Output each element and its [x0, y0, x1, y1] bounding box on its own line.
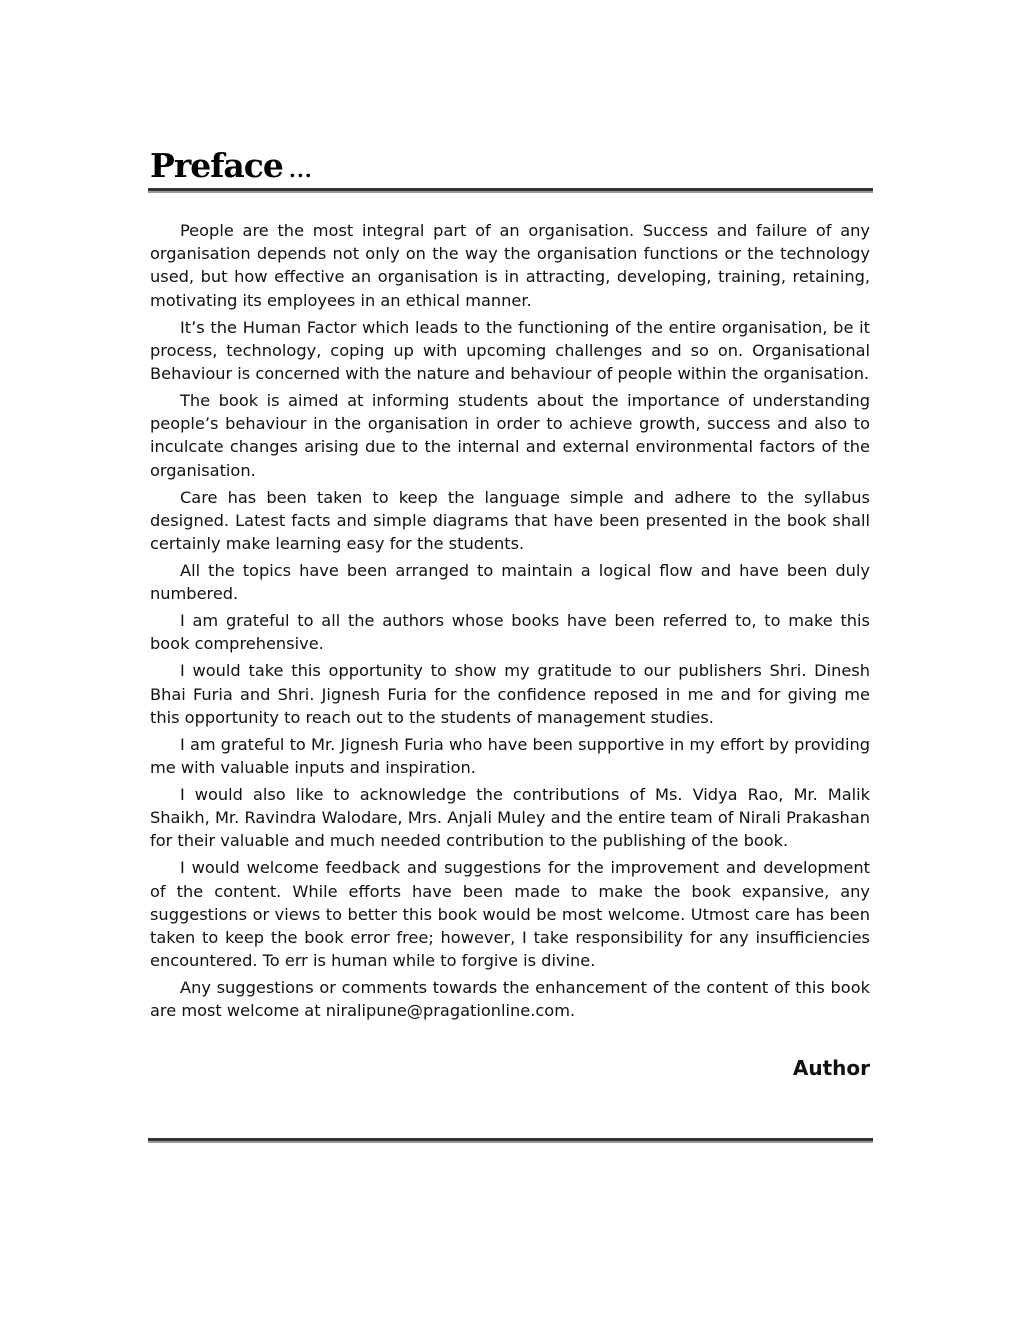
paragraph: People are the most integral part of an organisation. Success and failure of any organisation depends not only on the way the organisation functions or the technology used, but how effective an organisation is in attracting, developing, training, retaining, motivating its employees in an ethical manner. — [150, 221, 870, 310]
paragraph: I would take this opportunity to show my gratitude to our publishers Shri. Dinesh Bhai Furia and Shri. Jignesh Furia for the confidence reposed in me and for giving me this opportunity to reach out to the students of management studies. — [150, 661, 870, 727]
paragraph: I would welcome feedback and suggestions for the improvement and development of the content. While efforts have been made to make the book expansive, any suggestions or views to better this book would be most welcome. Utmost care has been taken to keep the book error free; however, I take responsibility for any insufficiencies encountered. To err is human while to forgive is divine. — [150, 858, 870, 971]
bottom-rule — [148, 1138, 873, 1143]
paragraph: All the topics have been arranged to maintain a logical flow and have been duly numbered. — [150, 561, 870, 604]
paragraph: Any suggestions or comments towards the enhancement of the content of this book are most welcome at niralipune@pragationline.com. — [150, 978, 870, 1021]
author-signature: Author — [792, 1056, 870, 1080]
title-text: Preface — [150, 146, 283, 185]
top-rule — [148, 188, 873, 193]
paragraph: Care has been taken to keep the language simple and adhere to the syllabus designed. Latest facts and simple diagrams that have been presented in the book shall certainly make learning easy for the students. — [150, 487, 870, 554]
paragraph: It’s the Human Factor which leads to the functioning of the entire organisation, be it process, technology, coping up with upcoming challenges and so on. Organisational Behaviour is concerned with the nature and behaviour of people within the organisation. — [150, 317, 870, 384]
paragraph: The book is aimed at informing students about the importance of understanding people’s behaviour in the organisation in order to achieve growth, success and also to inculcate changes arising due to the internal and external environmental factors of the organisation. — [150, 391, 870, 480]
preface-body — [150, 219, 870, 1026]
page-title — [150, 146, 313, 185]
title-ellipsis: ... — [288, 158, 313, 182]
paragraph: I am grateful to Mr. Jignesh Furia who have been supportive in my effort by providing me with valuable inputs and inspiration. — [150, 734, 870, 778]
paragraph: I am grateful to all the authors whose books have been referred to, to make this book comprehensive. — [150, 611, 870, 654]
paragraph: I would also like to acknowledge the contributions of Ms. Vidya Rao, Mr. Malik Shaikh, Mr. Ravindra Walodare, Mrs. Anjali Muley and the entire team of Nirali Prakashan for their valuable and much needed contribution to the publishing of the book. — [150, 785, 870, 851]
